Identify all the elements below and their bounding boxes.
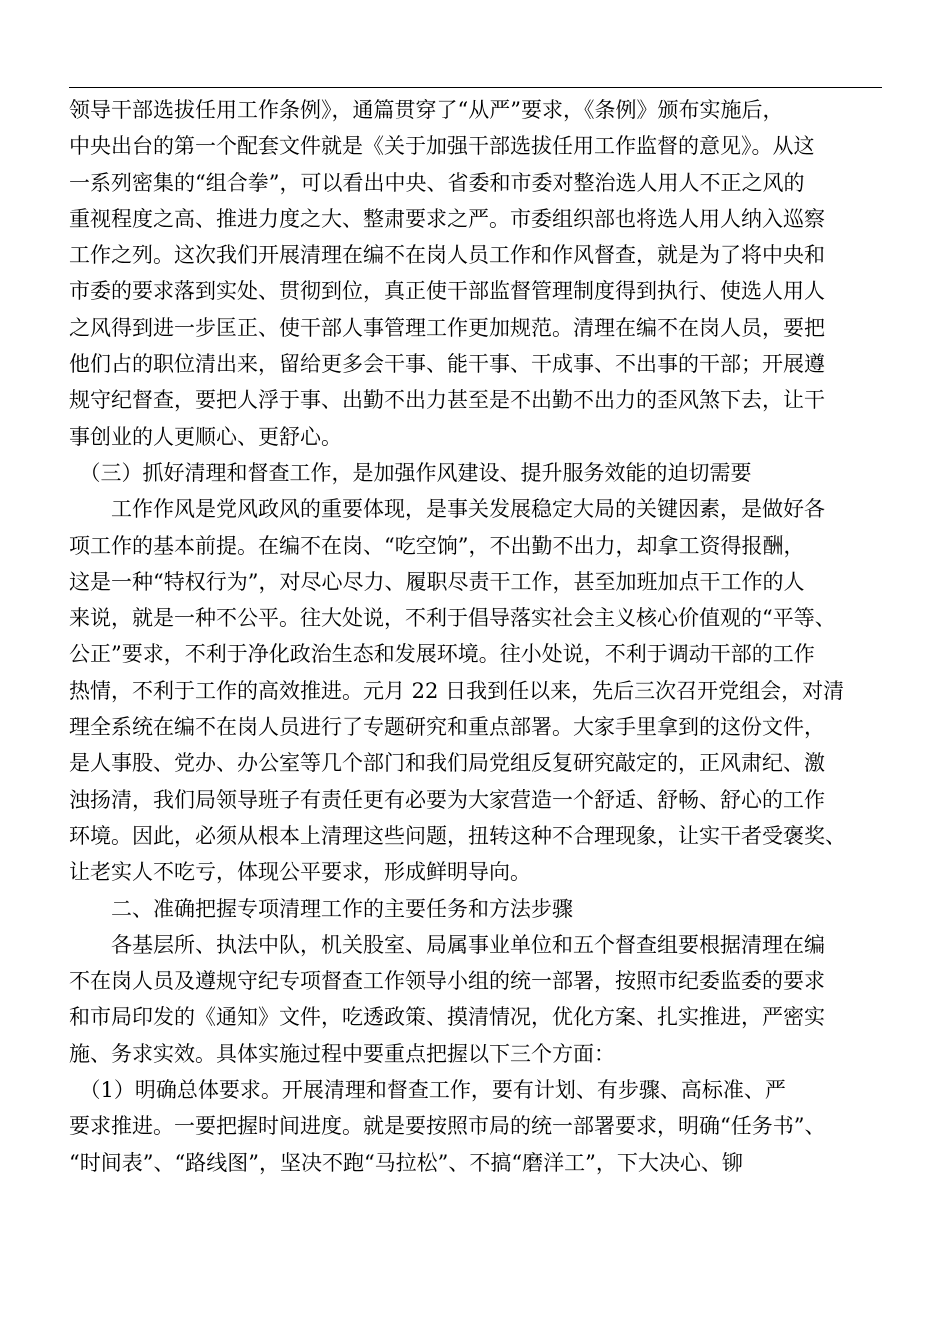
text-line: 热情，不利于工作的高效推进。元月 22 日我到任以来，先后三次召开党组会，对清 bbox=[69, 678, 845, 703]
text-line: 一系列密集的“组合拳”，可以看出中央、省委和市委对整治选人用人不正之风的 bbox=[69, 170, 805, 195]
text-line: 重视程度之高、推进力度之大、整肃要求之严。市委组织部也将选人用人纳入巡察 bbox=[69, 206, 825, 231]
text-line: 规守纪督查，要把人浮于事、出勤不出力甚至是不出勤不出力的歪风煞下去，让干 bbox=[69, 388, 825, 413]
text-line: 事创业的人更顺心、更舒心。 bbox=[69, 424, 342, 449]
text-line: 是人事股、党办、办公室等几个部门和我们局党组反复研究敲定的，正风肃纪、激 bbox=[69, 751, 825, 776]
text-line: 环境。因此，必须从根本上清理这些问题，扭转这种不合理现象，让实干者受褒奖、 bbox=[69, 823, 846, 848]
text-line: 要求推进。一要把握时间进度。就是要按照市局的统一部署要求，明确“任务书”、 bbox=[69, 1114, 826, 1139]
text-line: 之风得到进一步匡正、使干部人事管理工作更加规范。清理在编不在岗人员，要把 bbox=[69, 315, 825, 340]
section-heading: （三）抓好清理和督查工作，是加强作风建设、提升服务效能的迫切需要 bbox=[69, 460, 752, 485]
text-line: 不在岗人员及遵规守纪专项督查工作领导小组的统一部署，按照市纪委监委的要求 bbox=[69, 969, 825, 994]
text-line: 公正”要求，不利于净化政治生态和发展环境。往小处说，不利于调动干部的工作 bbox=[69, 642, 815, 667]
text-line: 工作作风是党风政风的重要体现，是事关发展稳定大局的关键因素，是做好各 bbox=[69, 497, 825, 522]
text-line: 工作之列。这次我们开展清理在编不在岗人员工作和作风督查，就是为了将中央和 bbox=[69, 243, 825, 268]
text-line: 他们占的职位清出来，留给更多会干事、能干事、干成事、不出事的干部；开展遵 bbox=[69, 352, 825, 377]
text-line: 让老实人不吃亏，体现公平要求，形成鲜明导向。 bbox=[69, 860, 531, 885]
text-line: 项工作的基本前提。在编不在岗、“吃空饷”，不出勤不出力，却拿工资得报酬， bbox=[69, 533, 805, 558]
text-line: 和市局印发的《通知》文件，吃透政策、摸清情况，优化方案、扎实推进，严密实 bbox=[69, 1005, 825, 1030]
document-body bbox=[69, 92, 882, 1181]
header-rule bbox=[69, 87, 882, 88]
text-line: 浊扬清，我们局领导班子有责任更有必要为大家营造一个舒适、舒畅、舒心的工作 bbox=[69, 787, 825, 812]
text-line: 各基层所、执法中队，机关股室、局属事业单位和五个督查组要根据清理在编 bbox=[69, 932, 825, 957]
text-line: 市委的要求落到实处、贯彻到位，真正使干部监督管理制度得到执行、使选人用人 bbox=[69, 279, 825, 304]
section-heading: 二、准确把握专项清理工作的主要任务和方法步骤 bbox=[69, 896, 573, 921]
text-line: 中央出台的第一个配套文件就是《关于加强干部选拔任用工作监督的意见》。从这 bbox=[69, 134, 815, 159]
text-line: 来说，就是一种不公平。往大处说，不利于倡导落实社会主义核心价值观的“平等、 bbox=[69, 606, 836, 631]
text-line: 施、务求实效。具体实施过程中要重点把握以下三个方面： bbox=[69, 1041, 615, 1066]
text-line: “时间表”、“路线图”，坚决不跑“马拉松”、不搞“磨洋工”，下大决心、铆 bbox=[69, 1150, 743, 1175]
text-line: （1）明确总体要求。开展清理和督查工作，要有计划、有步骤、高标准、严 bbox=[69, 1078, 786, 1103]
text-line: 这是一种“特权行为”，对尽心尽力、履职尽责干工作，甚至加班加点干工作的人 bbox=[69, 569, 805, 594]
text-line: 理全系统在编不在岗人员进行了专题研究和重点部署。大家手里拿到的这份文件， bbox=[69, 715, 825, 740]
text-line: 领导干部选拔任用工作条例》，通篇贯穿了“从严”要求，《条例》颁布实施后， bbox=[69, 98, 784, 122]
